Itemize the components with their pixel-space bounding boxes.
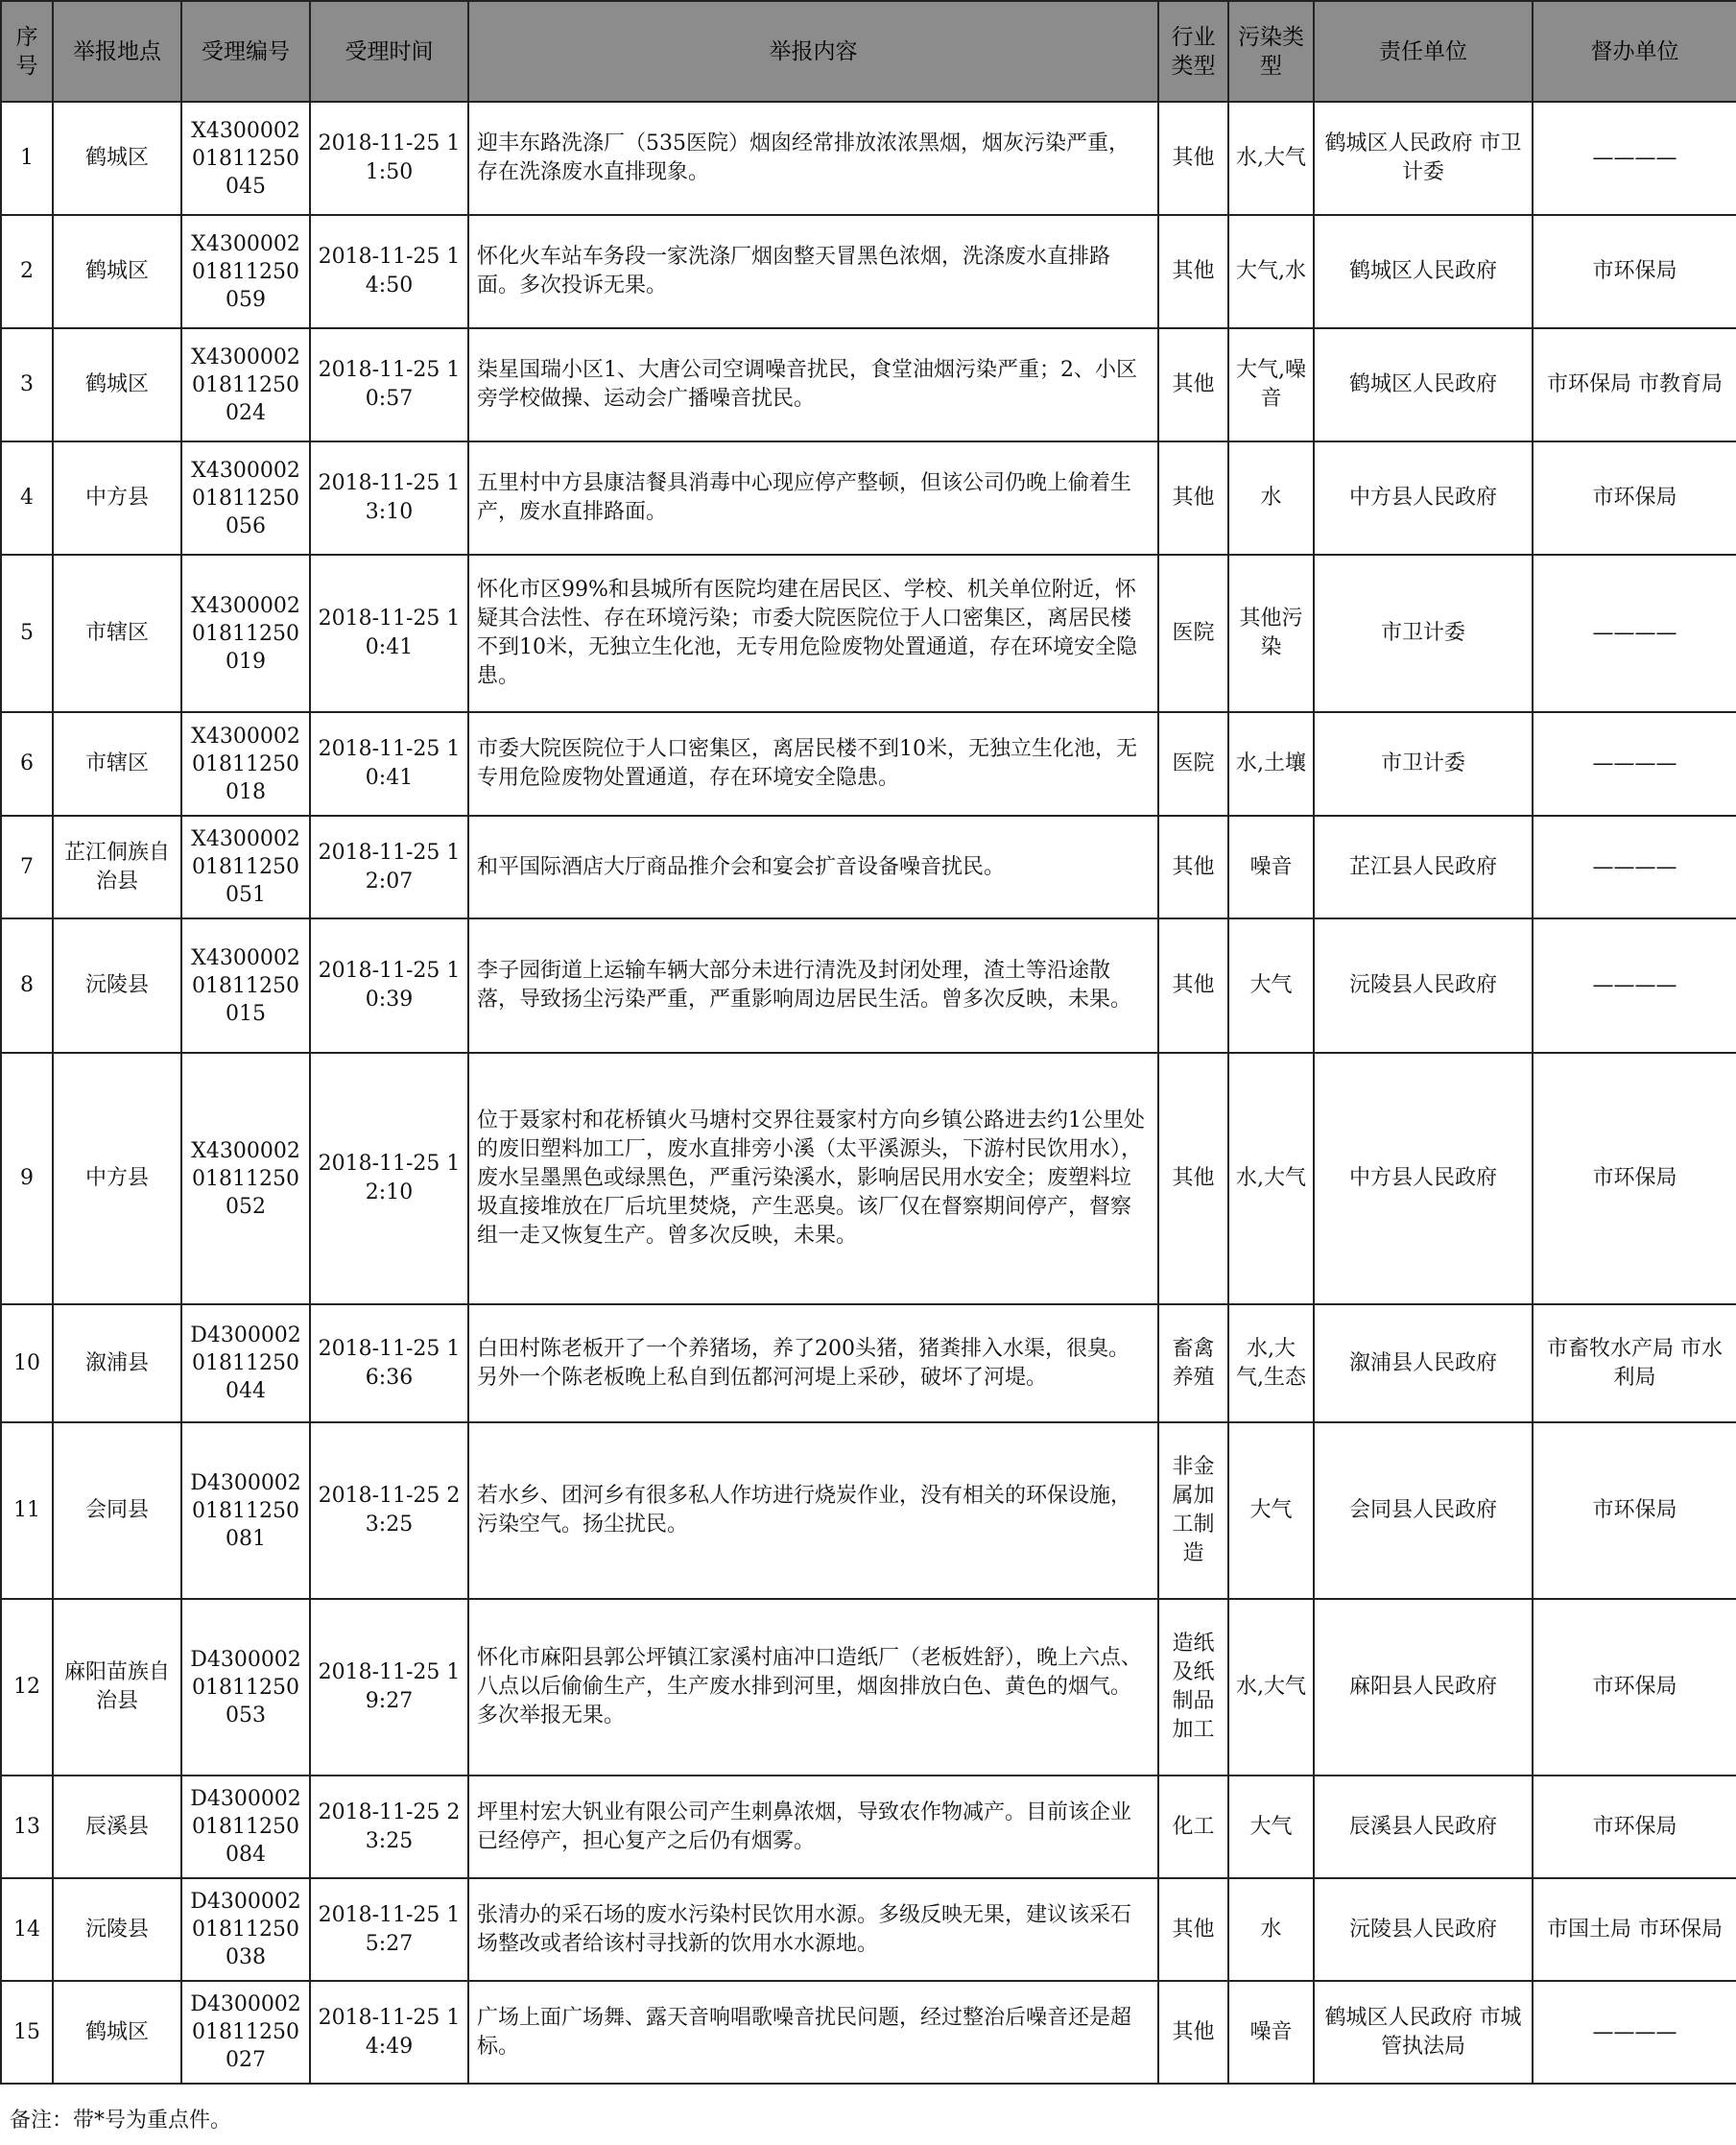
- table-row: [1, 102, 1736, 215]
- cell-time: 2018-11-25 12:10: [310, 1053, 468, 1304]
- cell-content: 张清办的采石场的废水污染村民饮用水源。多级反映无果，建议该采石场整改或者给该村寻找新的饮用水水源地。: [468, 1878, 1158, 1981]
- cell-content: 柒星国瑞小区1、大唐公司空调噪音扰民，食堂油烟污染严重；2、小区旁学校做操、运动会广播噪音扰民。: [468, 328, 1158, 441]
- header-no: 序号: [1, 1, 53, 102]
- cell-code: X430000201811250056: [181, 441, 310, 555]
- cell-supervisor: ————: [1533, 555, 1736, 712]
- cell-place: 市辖区: [53, 712, 181, 816]
- footnote: 备注：带*号为重点件。: [10, 2109, 232, 2133]
- cell-content: 迎丰东路洗涤厂（535医院）烟囱经常排放浓浓黑烟，烟灰污染严重，存在洗涤废水直排现象。: [468, 102, 1158, 215]
- cell-time: 2018-11-25 12:07: [310, 816, 468, 918]
- cell-time: 2018-11-25 16:36: [310, 1304, 468, 1422]
- table-row: [1, 441, 1736, 555]
- cell-industry: 其他: [1158, 441, 1228, 555]
- table-row: [1, 918, 1736, 1053]
- header-pollution: 污染类型: [1228, 1, 1314, 102]
- cell-code: X430000201811250059: [181, 215, 310, 328]
- cell-place: 沅陵县: [53, 1878, 181, 1981]
- cell-content: 五里村中方县康洁餐具消毒中心现应停产整顿，但该公司仍晚上偷着生产，废水直排路面。: [468, 441, 1158, 555]
- cell-code: D430000201811250081: [181, 1422, 310, 1599]
- header-responsible: 责任单位: [1314, 1, 1533, 102]
- cell-supervisor: ————: [1533, 918, 1736, 1053]
- cell-responsible: 芷江县人民政府: [1314, 816, 1533, 918]
- cell-no: 9: [1, 1053, 53, 1304]
- cell-no: 14: [1, 1878, 53, 1981]
- cell-industry: 其他: [1158, 816, 1228, 918]
- table-row: [1, 1422, 1736, 1599]
- cell-responsible: 鹤城区人民政府 市卫计委: [1314, 102, 1533, 215]
- cell-place: 中方县: [53, 1053, 181, 1304]
- table-row: [1, 1053, 1736, 1304]
- cell-supervisor: 市环保局: [1533, 1599, 1736, 1776]
- header-supervisor: 督办单位: [1533, 1, 1736, 102]
- header-place: 举报地点: [53, 1, 181, 102]
- cell-code: D430000201811250053: [181, 1599, 310, 1776]
- cell-code: D430000201811250044: [181, 1304, 310, 1422]
- cell-no: 8: [1, 918, 53, 1053]
- cell-responsible: 麻阳县人民政府: [1314, 1599, 1533, 1776]
- header-industry: 行业类型: [1158, 1, 1228, 102]
- cell-pollution: 水: [1228, 1878, 1314, 1981]
- cell-time: 2018-11-25 11:50: [310, 102, 468, 215]
- cell-supervisor: 市国土局 市环保局: [1533, 1878, 1736, 1981]
- cell-no: 6: [1, 712, 53, 816]
- cell-no: 2: [1, 215, 53, 328]
- table-row: [1, 555, 1736, 712]
- cell-place: 鹤城区: [53, 1981, 181, 2084]
- cell-time: 2018-11-25 23:25: [310, 1422, 468, 1599]
- header-content: 举报内容: [468, 1, 1158, 102]
- cell-no: 7: [1, 816, 53, 918]
- cell-place: 溆浦县: [53, 1304, 181, 1422]
- cell-content: 白田村陈老板开了一个养猪场，养了200头猪，猪粪排入水渠，很臭。另外一个陈老板晚上私自到伍都河河堤上采砂，破坏了河堤。: [468, 1304, 1158, 1422]
- header-time: 受理时间: [310, 1, 468, 102]
- cell-no: 10: [1, 1304, 53, 1422]
- cell-supervisor: 市环保局: [1533, 215, 1736, 328]
- cell-responsible: 市卫计委: [1314, 555, 1533, 712]
- cell-time: 2018-11-25 10:39: [310, 918, 468, 1053]
- cell-pollution: 水: [1228, 441, 1314, 555]
- cell-pollution: 大气,水: [1228, 215, 1314, 328]
- cell-pollution: 噪音: [1228, 1981, 1314, 2084]
- cell-time: 2018-11-25 19:27: [310, 1599, 468, 1776]
- cell-responsible: 辰溪县人民政府: [1314, 1776, 1533, 1878]
- cell-content: 市委大院医院位于人口密集区，离居民楼不到10米，无独立生化池，无专用危险废物处置通道，存在环境安全隐患。: [468, 712, 1158, 816]
- cell-pollution: 大气: [1228, 1776, 1314, 1878]
- cell-pollution: 大气,噪音: [1228, 328, 1314, 441]
- cell-time: 2018-11-25 10:41: [310, 712, 468, 816]
- cell-pollution: 水,大气: [1228, 1599, 1314, 1776]
- table-row: [1, 1599, 1736, 1776]
- cell-supervisor: 市环保局: [1533, 1053, 1736, 1304]
- cell-supervisor: ————: [1533, 816, 1736, 918]
- cell-time: 2018-11-25 14:50: [310, 215, 468, 328]
- cell-industry: 化工: [1158, 1776, 1228, 1878]
- cell-supervisor: ————: [1533, 712, 1736, 816]
- cell-responsible: 市卫计委: [1314, 712, 1533, 816]
- cell-content: 位于聂家村和花桥镇火马塘村交界往聂家村方向乡镇公路进去约1公里处的废旧塑料加工厂，废水直排旁小溪（太平溪源头，下游村民饮用水），废水呈墨黑色或绿黑色，严重污染溪水，影响居民用水安全；废塑料垃圾直接堆放在厂后坑里焚烧，产生恶臭。该厂仅在督察期间停产，督察组一走又恢复生产。曾多次反映，未果。: [468, 1053, 1158, 1304]
- cell-place: 辰溪县: [53, 1776, 181, 1878]
- cell-time: 2018-11-25 10:57: [310, 328, 468, 441]
- cell-time: 2018-11-25 10:41: [310, 555, 468, 712]
- cell-place: 市辖区: [53, 555, 181, 712]
- cell-supervisor: ————: [1533, 1981, 1736, 2084]
- header-row: [1, 1, 1736, 102]
- cell-supervisor: ————: [1533, 102, 1736, 215]
- cell-industry: 医院: [1158, 712, 1228, 816]
- cell-supervisor: 市环保局: [1533, 1776, 1736, 1878]
- cell-content: 广场上面广场舞、露天音响唱歌噪音扰民问题，经过整治后噪音还是超标。: [468, 1981, 1158, 2084]
- cell-code: X430000201811250015: [181, 918, 310, 1053]
- cell-industry: 其他: [1158, 918, 1228, 1053]
- cell-no: 1: [1, 102, 53, 215]
- cell-code: X430000201811250018: [181, 712, 310, 816]
- table-row: [1, 215, 1736, 328]
- cell-pollution: 水,大气: [1228, 1053, 1314, 1304]
- table-body: [1, 102, 1736, 2084]
- cell-code: D430000201811250038: [181, 1878, 310, 1981]
- cell-content: 和平国际酒店大厅商品推介会和宴会扩音设备噪音扰民。: [468, 816, 1158, 918]
- cell-content: 怀化火车站车务段一家洗涤厂烟囱整天冒黑色浓烟，洗涤废水直排路面。多次投诉无果。: [468, 215, 1158, 328]
- cell-no: 12: [1, 1599, 53, 1776]
- cell-responsible: 沅陵县人民政府: [1314, 1878, 1533, 1981]
- cell-pollution: 水,大气,生态: [1228, 1304, 1314, 1422]
- cell-pollution: 噪音: [1228, 816, 1314, 918]
- cell-no: 4: [1, 441, 53, 555]
- cell-supervisor: 市环保局: [1533, 441, 1736, 555]
- cell-time: 2018-11-25 13:10: [310, 441, 468, 555]
- cell-place: 鹤城区: [53, 215, 181, 328]
- cell-code: D430000201811250084: [181, 1776, 310, 1878]
- cell-content: 若水乡、团河乡有很多私人作坊进行烧炭作业，没有相关的环保设施，污染空气。扬尘扰民。: [468, 1422, 1158, 1599]
- cell-industry: 其他: [1158, 1053, 1228, 1304]
- table-row: [1, 1981, 1736, 2084]
- cell-industry: 其他: [1158, 1981, 1228, 2084]
- cell-place: 会同县: [53, 1422, 181, 1599]
- cell-no: 13: [1, 1776, 53, 1878]
- cell-industry: 非金属加工制造: [1158, 1422, 1228, 1599]
- table-row: [1, 712, 1736, 816]
- cell-no: 3: [1, 328, 53, 441]
- cell-code: X430000201811250051: [181, 816, 310, 918]
- cell-code: X430000201811250052: [181, 1053, 310, 1304]
- cell-code: D430000201811250027: [181, 1981, 310, 2084]
- cell-content: 怀化市区99%和县城所有医院均建在居民区、学校、机关单位附近，怀疑其合法性、存在环境污染；市委大院医院位于人口密集区，离居民楼不到10米，无独立生化池，无专用危险废物处置通道，存在环境安全隐患。: [468, 555, 1158, 712]
- cell-time: 2018-11-25 14:49: [310, 1981, 468, 2084]
- cell-content: 坪里村宏大钒业有限公司产生刺鼻浓烟，导致农作物减产。目前该企业已经停产，担心复产之后仍有烟雾。: [468, 1776, 1158, 1878]
- cell-place: 芷江侗族自治县: [53, 816, 181, 918]
- cell-no: 5: [1, 555, 53, 712]
- cell-pollution: 水,土壤: [1228, 712, 1314, 816]
- cell-no: 11: [1, 1422, 53, 1599]
- cell-content: 李子园街道上运输车辆大部分未进行清洗及封闭处理，渣土等沿途散落，导致扬尘污染严重，严重影响周边居民生活。曾多次反映，未果。: [468, 918, 1158, 1053]
- cell-pollution: 水,大气: [1228, 102, 1314, 215]
- cell-time: 2018-11-25 15:27: [310, 1878, 468, 1981]
- cell-code: X430000201811250024: [181, 328, 310, 441]
- cell-place: 中方县: [53, 441, 181, 555]
- cell-responsible: 鹤城区人民政府: [1314, 215, 1533, 328]
- cell-content: 怀化市麻阳县郭公坪镇江家溪村庙冲口造纸厂（老板姓舒），晚上六点、八点以后偷偷生产，生产废水排到河里，烟囱排放白色、黄色的烟气。多次举报无果。: [468, 1599, 1158, 1776]
- table-row: [1, 328, 1736, 441]
- cell-pollution: 大气: [1228, 1422, 1314, 1599]
- cell-place: 沅陵县: [53, 918, 181, 1053]
- cell-supervisor: 市环保局: [1533, 1422, 1736, 1599]
- table-row: [1, 816, 1736, 918]
- cell-industry: 其他: [1158, 215, 1228, 328]
- cell-industry: 畜禽养殖: [1158, 1304, 1228, 1422]
- cell-responsible: 溆浦县人民政府: [1314, 1304, 1533, 1422]
- table-row: [1, 1776, 1736, 1878]
- cell-industry: 造纸及纸制品加工: [1158, 1599, 1228, 1776]
- cell-pollution: 大气: [1228, 918, 1314, 1053]
- cell-industry: 医院: [1158, 555, 1228, 712]
- cell-industry: 其他: [1158, 1878, 1228, 1981]
- cell-place: 鹤城区: [53, 102, 181, 215]
- cell-pollution: 其他污染: [1228, 555, 1314, 712]
- cell-responsible: 中方县人民政府: [1314, 1053, 1533, 1304]
- cell-time: 2018-11-25 23:25: [310, 1776, 468, 1878]
- cell-supervisor: 市环保局 市教育局: [1533, 328, 1736, 441]
- header-code: 受理编号: [181, 1, 310, 102]
- cell-no: 15: [1, 1981, 53, 2084]
- cell-responsible: 鹤城区人民政府: [1314, 328, 1533, 441]
- cell-code: X430000201811250019: [181, 555, 310, 712]
- table-row: [1, 1304, 1736, 1422]
- cell-responsible: 沅陵县人民政府: [1314, 918, 1533, 1053]
- cell-place: 麻阳苗族自治县: [53, 1599, 181, 1776]
- cell-responsible: 会同县人民政府: [1314, 1422, 1533, 1599]
- cell-responsible: 中方县人民政府: [1314, 441, 1533, 555]
- table-row: [1, 1878, 1736, 1981]
- cell-industry: 其他: [1158, 328, 1228, 441]
- cell-supervisor: 市畜牧水产局 市水利局: [1533, 1304, 1736, 1422]
- cell-place: 鹤城区: [53, 328, 181, 441]
- cell-industry: 其他: [1158, 102, 1228, 215]
- cell-code: X430000201811250045: [181, 102, 310, 215]
- cell-responsible: 鹤城区人民政府 市城管执法局: [1314, 1981, 1533, 2084]
